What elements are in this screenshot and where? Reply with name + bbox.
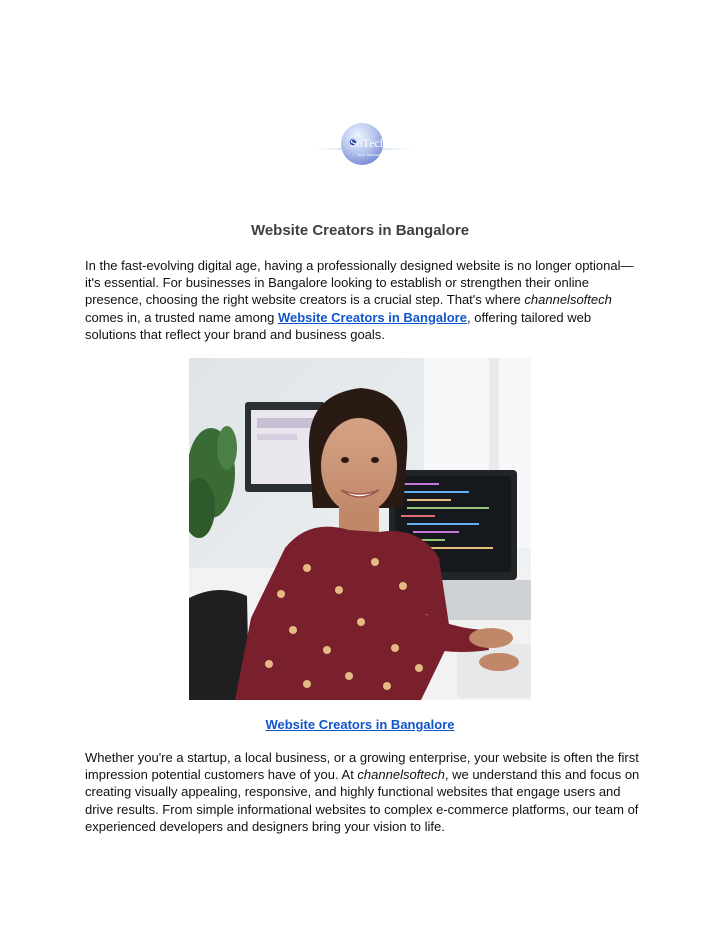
- intro-paragraph: [85, 257, 641, 343]
- logo-tagline: Your Technology: [357, 152, 387, 157]
- logo-text: SoTech: [350, 136, 386, 150]
- website-creators-link[interactable]: Website Creators in Bangalore: [277, 309, 467, 325]
- intro-text-2: comes in, a trusted name among: [85, 309, 278, 325]
- intro-text-3: , offering tailored web solutions that reflect your brand and business goals.: [85, 309, 592, 342]
- body-paragraph: [85, 749, 641, 835]
- image-caption: [0, 717, 720, 732]
- brand-name-body: channelsoftech: [357, 767, 445, 783]
- brand-name: channelsoftech: [524, 292, 612, 308]
- woman-at-computer-photo: [189, 358, 531, 700]
- document-title: Website Creators in Bangalore: [250, 222, 470, 239]
- body-text-1: Whether you're a startup, a local business, or a growing enterprise, your website is often the first impression potential customers have of you. At: [85, 750, 639, 783]
- intro-text-1: In the fast-evolving digital age, having a professionally designed website is no longer optional—it's essential. For businesses in Bangalore looking to establish or strengthen their online presence, choosing the right website creators is a crucial step. That's where: [85, 258, 634, 308]
- caption-link[interactable]: Website Creators in Bangalore: [265, 717, 455, 732]
- company-logo: [300, 118, 424, 174]
- logo-graphic: [300, 118, 424, 174]
- body-text-2: , we understand this and focus on creating visually appealing, responsive, and highly functional websites that engage users and drive results. From simple informational websites to complex e-commerce platforms, our team of experienced developers and designers bring your vision to life.: [85, 767, 640, 834]
